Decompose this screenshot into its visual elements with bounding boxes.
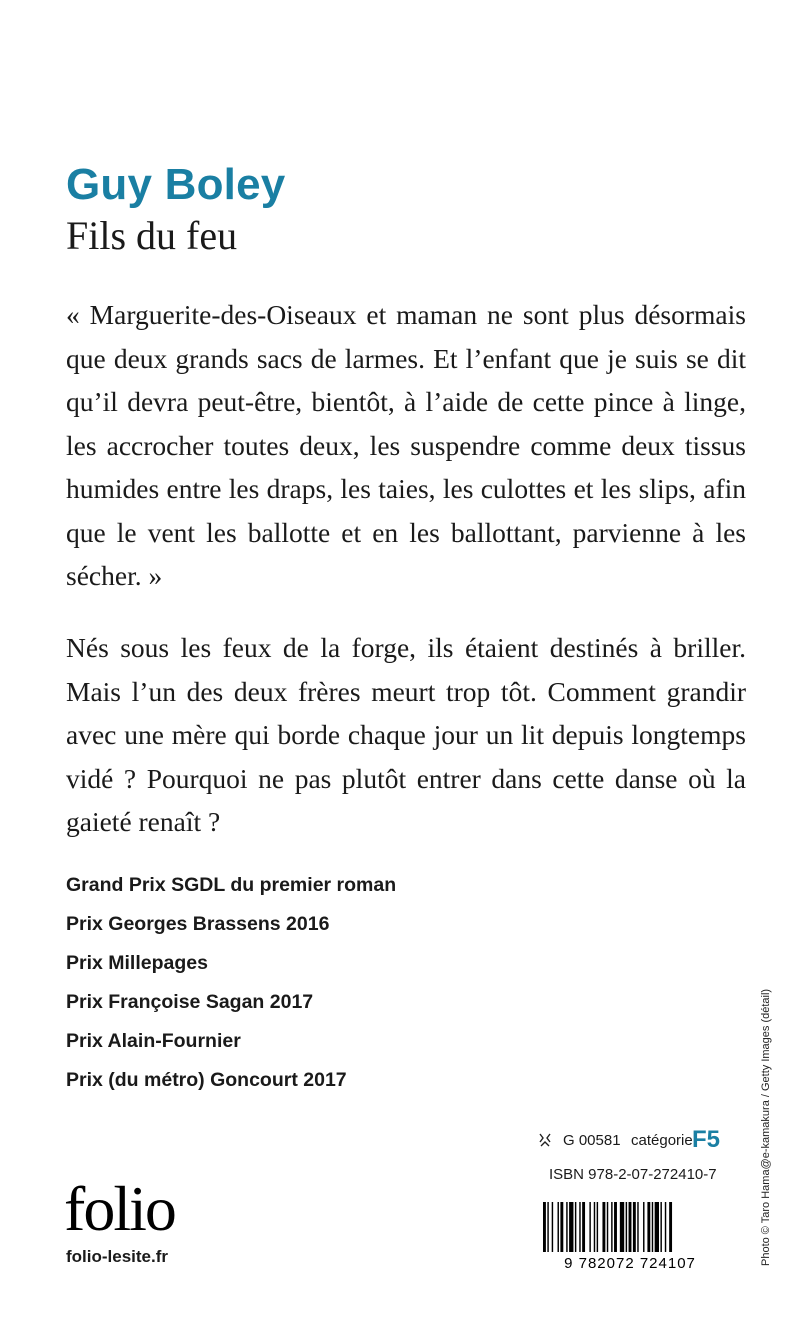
folio-logo: folio — [64, 1173, 175, 1244]
prize-list — [66, 866, 396, 1100]
quote-paragraph: « Marguerite-des-Oiseaux et maman ne sont plus désormais que deux grands sacs de larmes. Et l’enfant que je suis se dit qu’il devra peut-être, bientôt, à l’aide de cette pince à linge, les accrocher toutes deux, les suspendre comme deux tissus humides entre les draps, les taies, les culottes et les slips, afin que le vent les ballotte et en les ballottant, parvienne à les sécher. » — [66, 299, 746, 591]
prize-item: Prix Georges Brassens 2016 — [66, 913, 330, 935]
prize-item: Grand Prix SGDL du premier roman — [66, 874, 397, 896]
catalog-code: G 00581 — [563, 1132, 621, 1149]
prize-item: Prix Alain-Fournier — [66, 1030, 241, 1052]
gallimard-icon — [537, 1132, 553, 1148]
category-label: catégorie — [631, 1132, 693, 1149]
barcode — [537, 1200, 723, 1270]
barcode-digits: 9 782072 724107 — [564, 1255, 696, 1270]
prize-item: Prix Millepages — [66, 952, 208, 974]
blurb-paragraph: Nés sous les feux de la forge, ils étaient destinés à briller. Mais l’un des deux frères meurt trop tôt. Comment grandir avec une mère qui borde chaque jour un lit depuis longtemps vidé ? Pourquoi ne pas plutôt entrer dans cette danse où la gaieté renaît ? — [66, 632, 746, 837]
website-link[interactable]: folio-lesite.fr — [66, 1247, 169, 1266]
isbn: ISBN 978-2-07-272410-7 — [549, 1166, 717, 1183]
book-title: Fils du feu — [66, 213, 238, 258]
author-name: Guy Boley — [66, 160, 286, 209]
category-code: F5 — [692, 1126, 721, 1153]
prize-item: Prix (du métro) Goncourt 2017 — [66, 1069, 347, 1091]
photo-credit: Photo © Taro Hama@e-kamakura / Getty Images (détail) — [760, 988, 772, 1266]
prize-item: Prix Françoise Sagan 2017 — [66, 991, 314, 1013]
catalog-line — [537, 1128, 737, 1156]
